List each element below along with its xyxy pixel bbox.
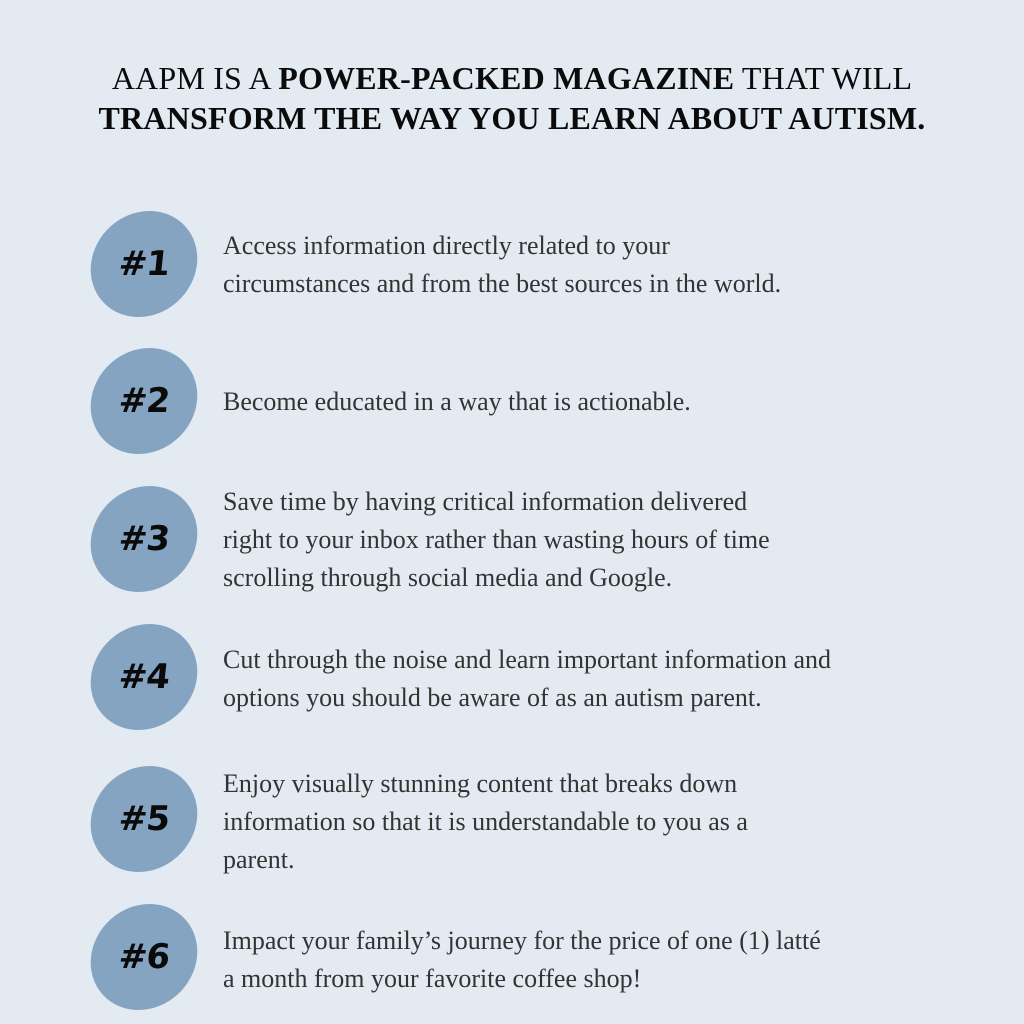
headline-line-1 [0,58,1024,98]
benefit-text-line: a month from your favorite coffee shop! [223,964,642,993]
headline-text: THAT WILL [734,60,913,96]
benefit-text [223,383,983,421]
number-badge: #6 [85,904,202,1010]
headline-bold-text: POWER-PACKED MAGAZINE [278,60,735,96]
benefit-text-line: Save time by having critical information delivered [223,487,748,516]
benefit-text-line: circumstances and from the best sources in the world. [223,269,782,298]
benefit-text-line: Cut through the noise and learn important information and [223,645,831,674]
benefit-text-line: Enjoy visually stunning content that breaks down [223,769,738,798]
number-badge: #1 [85,211,202,317]
headline-text: AAPM IS A [111,60,279,96]
benefit-text [223,227,983,303]
benefit-text [223,483,983,597]
headline-line-2 [0,98,1024,138]
headline-bold-text: TRANSFORM THE WAY YOU LEARN ABOUT AUTISM. [98,100,926,136]
benefit-text [223,765,983,879]
headline [0,58,1024,138]
number-badge: #4 [85,624,202,730]
benefit-text-line: options you should be aware of as an autism parent. [223,683,762,712]
number-badge: #5 [85,766,202,872]
benefit-text-line: scrolling through social media and Google. [223,563,673,592]
number-badge: #2 [85,348,202,454]
benefit-text-line: information so that it is understandable to you as a [223,807,748,836]
number-badge: #3 [85,486,202,592]
benefit-text-line: Impact your family’s journey for the price of one (1) latté [223,926,821,955]
benefit-text-line: Access information directly related to your [223,231,670,260]
benefit-text [223,641,983,717]
benefit-text-line: parent. [223,845,295,874]
benefit-text-line: right to your inbox rather than wasting hours of time [223,525,770,554]
benefit-text [223,922,983,998]
benefit-text-line: Become educated in a way that is actionable. [223,387,691,416]
